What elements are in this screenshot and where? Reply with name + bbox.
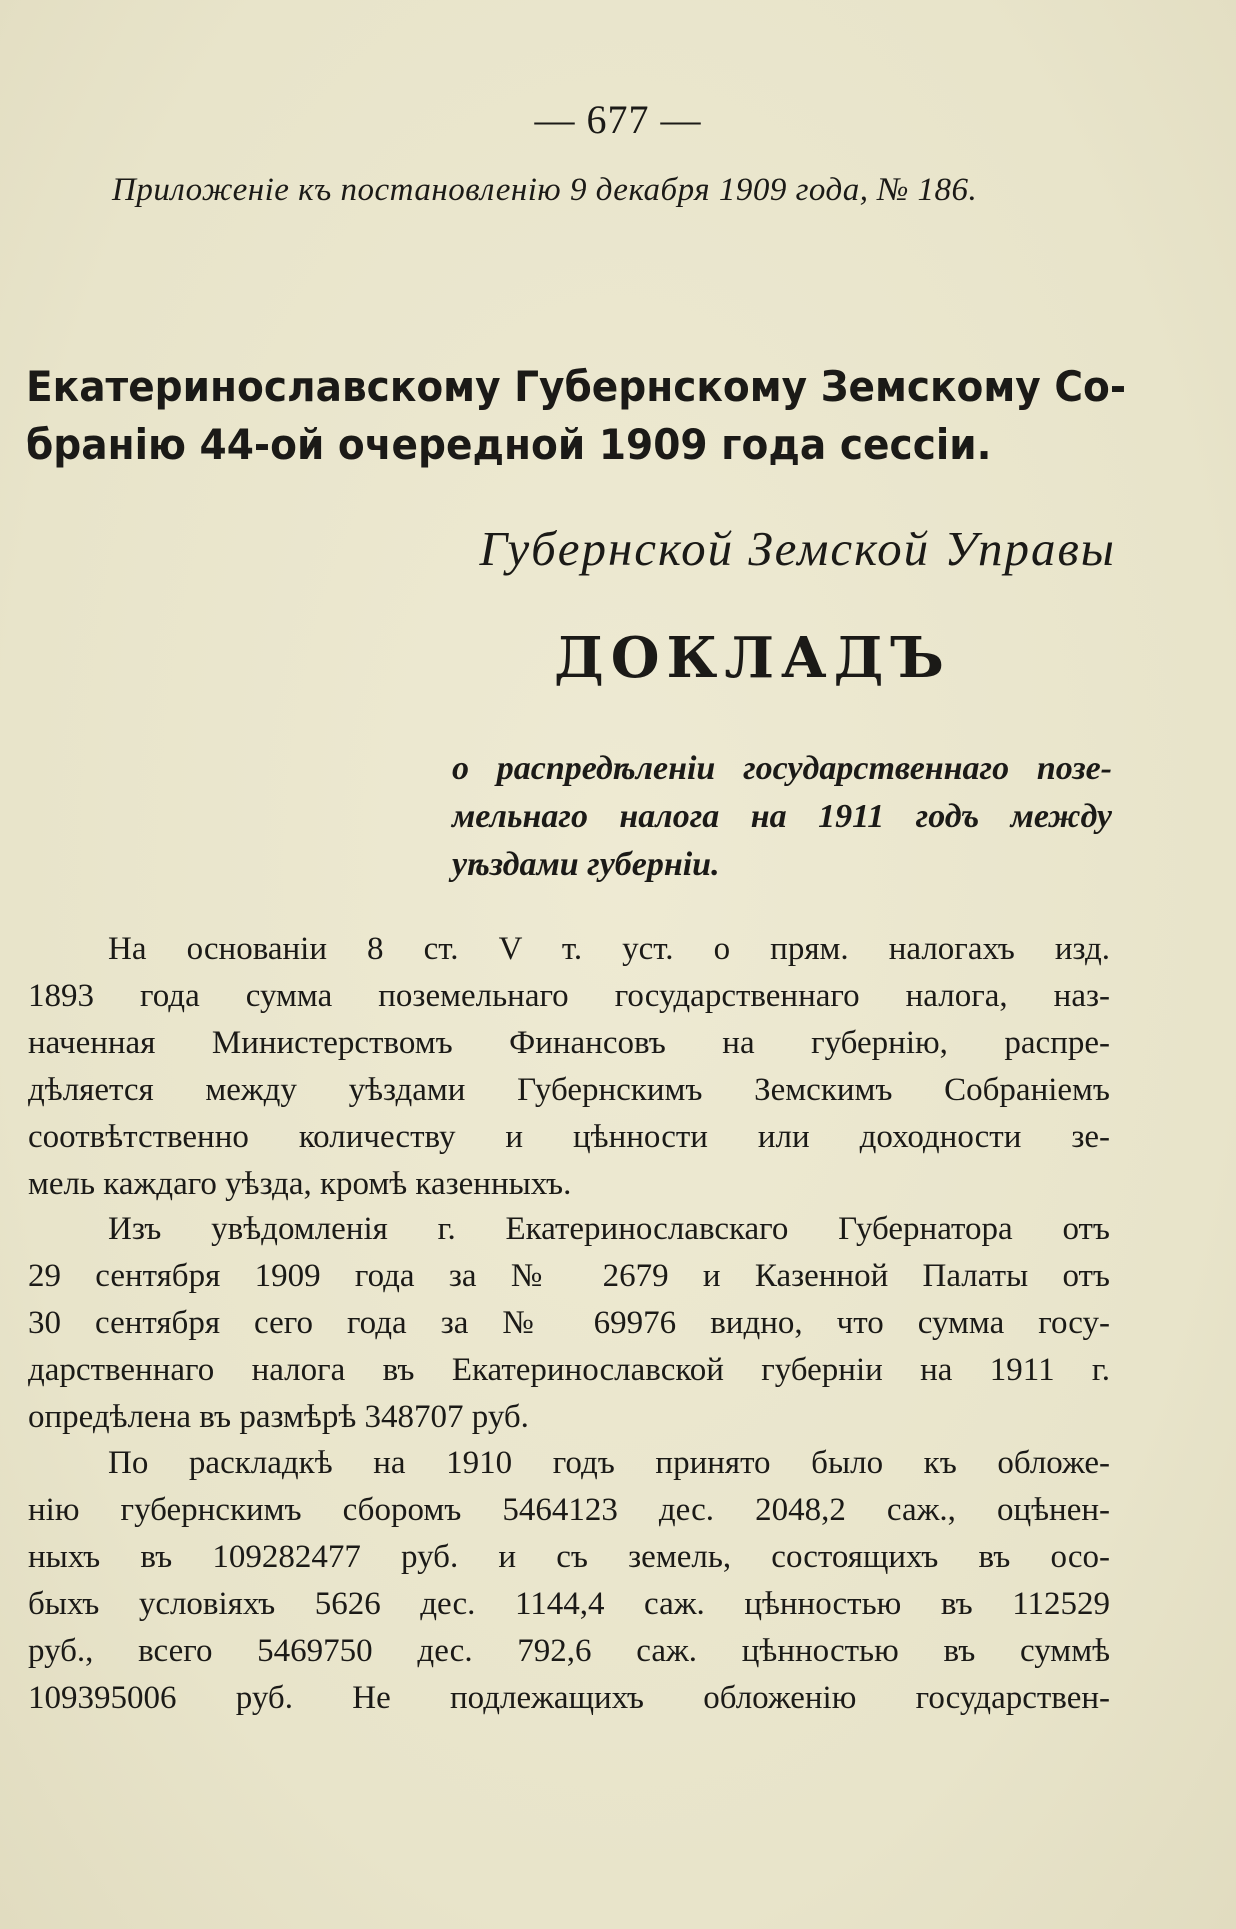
appendix-note: Приложеніе къ постановленію 9 декабря 1909 года, № 186.	[112, 172, 978, 208]
addressee-line: Екатеринославскому Губернскому Земскому Со-	[26, 362, 1127, 411]
subtitle-line: о распредѣленіи государственнаго позе-	[452, 750, 1112, 787]
paragraph-line: дѣляется между уѣздами Губернскимъ Земскимъ Собраніемъ	[28, 1072, 1110, 1108]
report-subtitle	[452, 745, 1112, 889]
paragraph-line: На основаніи 8 ст. V т. уст. о прям. налогахъ изд.	[108, 931, 1110, 967]
page-number: — 677 —	[534, 97, 702, 142]
paragraph-line: наченная Министерствомъ Финансовъ на губернію, распре-	[28, 1025, 1110, 1061]
report-title: ДОКЛАДЪ	[553, 625, 951, 691]
paragraph-line: 30 сентября сего года за № 69976 видно, что сумма госу-	[28, 1305, 1110, 1341]
paragraph-3	[28, 1440, 1110, 1722]
addressee-heading	[26, 358, 1127, 474]
paragraph-line: Изъ увѣдомленія г. Екатеринославскаго Губернатора отъ	[108, 1211, 1110, 1247]
paragraph-1	[28, 926, 1110, 1208]
paragraph-line: 29 сентября 1909 года за № 2679 и Казенной Палаты отъ	[28, 1258, 1110, 1294]
paragraph-line: мель каждаго уѣзда, кромѣ казенныхъ.	[28, 1166, 572, 1202]
paragraph-line: ныхъ въ 109282477 руб. и съ земель, состоящихъ въ осо-	[28, 1539, 1110, 1575]
paragraph-line: 109395006 руб. Не подлежащихъ обложенію государствен-	[28, 1680, 1110, 1716]
paragraph-2	[28, 1206, 1110, 1441]
paragraph-line: 1893 года сумма поземельнаго государственнаго налога, наз-	[28, 978, 1110, 1014]
board-name: Губернской Земской Управы	[479, 521, 1116, 576]
addressee-line: бранію 44-ой очередной 1909 года сессіи.	[26, 420, 992, 469]
subtitle-line: уѣздами губерніи.	[452, 846, 720, 883]
paragraph-line: нію губернскимъ сборомъ 5464123 дес. 2048,2 саж., оцѣнен-	[28, 1492, 1110, 1528]
paragraph-line: быхъ условіяхъ 5626 дес. 1144,4 саж. цѣнностью въ 112529	[28, 1586, 1110, 1622]
paragraph-line: соотвѣтственно количеству и цѣнности или доходности зе-	[28, 1119, 1110, 1155]
subtitle-line: мельнаго налога на 1911 годъ между	[452, 798, 1112, 835]
paragraph-line: дарственнаго налога въ Екатеринославской губерніи на 1911 г.	[28, 1352, 1110, 1388]
paragraph-line: опредѣлена въ размѣрѣ 348707 руб.	[28, 1399, 529, 1435]
paragraph-line: По раскладкѣ на 1910 годъ принято было къ обложе-	[108, 1445, 1110, 1481]
paragraph-line: руб., всего 5469750 дес. 792,6 саж. цѣнностью въ суммѣ	[28, 1633, 1110, 1669]
